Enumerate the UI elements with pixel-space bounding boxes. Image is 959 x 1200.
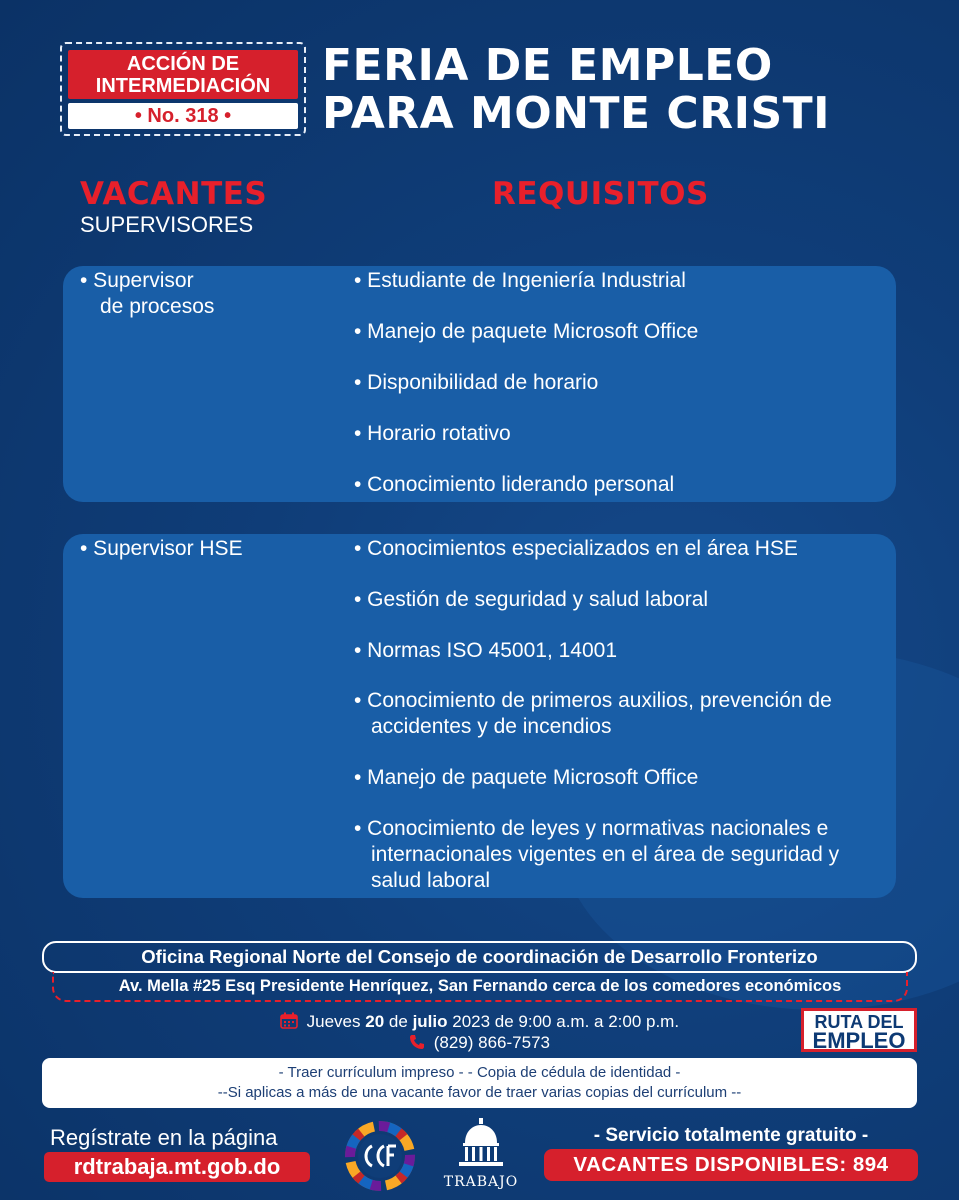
notes-box xyxy=(42,1058,917,1108)
vacancy-title-2-line1: • Supervisor HSE xyxy=(80,537,243,560)
requirement-item: • Conocimientos especializados en el área HSE xyxy=(354,537,798,560)
requirement-item: • Conocimiento de leyes y normativas nacionales e internacionales vigentes en el área de seguridad y salud laboral xyxy=(354,817,840,892)
vacancies-available-badge: VACANTES DISPONIBLES: 894 xyxy=(544,1149,918,1181)
vacancy-title-1 xyxy=(80,268,214,320)
intermediation-badge xyxy=(60,42,306,136)
date-day: Jueves xyxy=(306,1012,361,1031)
requirement-item: • Manejo de paquete Microsoft Office xyxy=(354,320,699,343)
requirement-item: • Gestión de seguridad y salud laboral xyxy=(354,588,709,611)
address-box: Av. Mella #25 Esq Presidente Henríquez, San Fernando cerca de los comedores económicos xyxy=(52,972,908,1002)
phone-number: (829) 866-7573 xyxy=(433,1033,550,1052)
ruta-line1: RUTA DEL xyxy=(814,1012,904,1032)
date-month: julio xyxy=(412,1012,448,1031)
date-number: 20 xyxy=(365,1012,385,1031)
notes-line2: --Si aplicas a más de una vacante favor de traer varias copias del currículum -- xyxy=(217,1084,742,1101)
dome-icon xyxy=(451,1117,511,1169)
vacantes-subheading: SUPERVISORES xyxy=(80,212,254,237)
badge-line2: INTERMEDIACIÓN xyxy=(95,75,271,97)
badge-number: • No. 318 • xyxy=(68,103,298,129)
badge-line1: ACCIÓN DE xyxy=(126,53,240,75)
page-title xyxy=(322,42,830,138)
requirement-item: • Manejo de paquete Microsoft Office xyxy=(354,766,699,789)
free-service-text: - Servicio totalmente gratuito - xyxy=(593,1125,869,1146)
phone-icon xyxy=(409,1033,430,1052)
requirement-item: • Estudiante de Ingeniería Industrial xyxy=(354,269,686,292)
trabajo-logo xyxy=(436,1117,526,1195)
office-box: Oficina Regional Norte del Consejo de coordinación de Desarrollo Fronterizo xyxy=(42,941,917,973)
calendar-icon xyxy=(280,1012,303,1031)
requirement-item: • Horario rotativo xyxy=(354,422,511,445)
title-line2: PARA MONTE CRISTI xyxy=(322,88,831,139)
date-rest: 2023 de 9:00 a.m. a 2:00 p.m. xyxy=(452,1012,680,1031)
ruta-del-empleo-logo xyxy=(801,1008,917,1052)
vacancy-title-1-line2: de procesos xyxy=(100,295,215,318)
ccdf-logo-icon xyxy=(344,1120,416,1192)
register-label: Regístrate en la página xyxy=(50,1125,278,1150)
title-line1: FERIA DE EMPLEO xyxy=(322,40,773,91)
vacancy-title-2 xyxy=(80,536,243,562)
requisitos-heading: REQUISITOS xyxy=(492,176,709,212)
requirement-item: • Normas ISO 45001, 14001 xyxy=(354,639,618,662)
register-url-link[interactable]: rdtrabaja.mt.gob.do xyxy=(44,1152,310,1182)
trabajo-logo-text: TRABAJO xyxy=(443,1174,519,1190)
notes-line1: - Traer currículum impreso - - Copia de cédula de identidad - xyxy=(278,1064,681,1081)
badge-label xyxy=(68,50,298,99)
vacantes-heading: VACANTES xyxy=(80,176,268,212)
date-de: de xyxy=(388,1012,408,1031)
requirement-item: • Disponibilidad de horario xyxy=(354,371,599,394)
requirement-item: • Conocimiento liderando personal xyxy=(354,473,675,496)
requirement-item: • Conocimiento de primeros auxilios, prevención de accidentes y de incendios xyxy=(354,689,832,738)
vacancy-title-1-line1: • Supervisor xyxy=(80,269,194,292)
ruta-line2: EMPLEO xyxy=(812,1028,906,1053)
